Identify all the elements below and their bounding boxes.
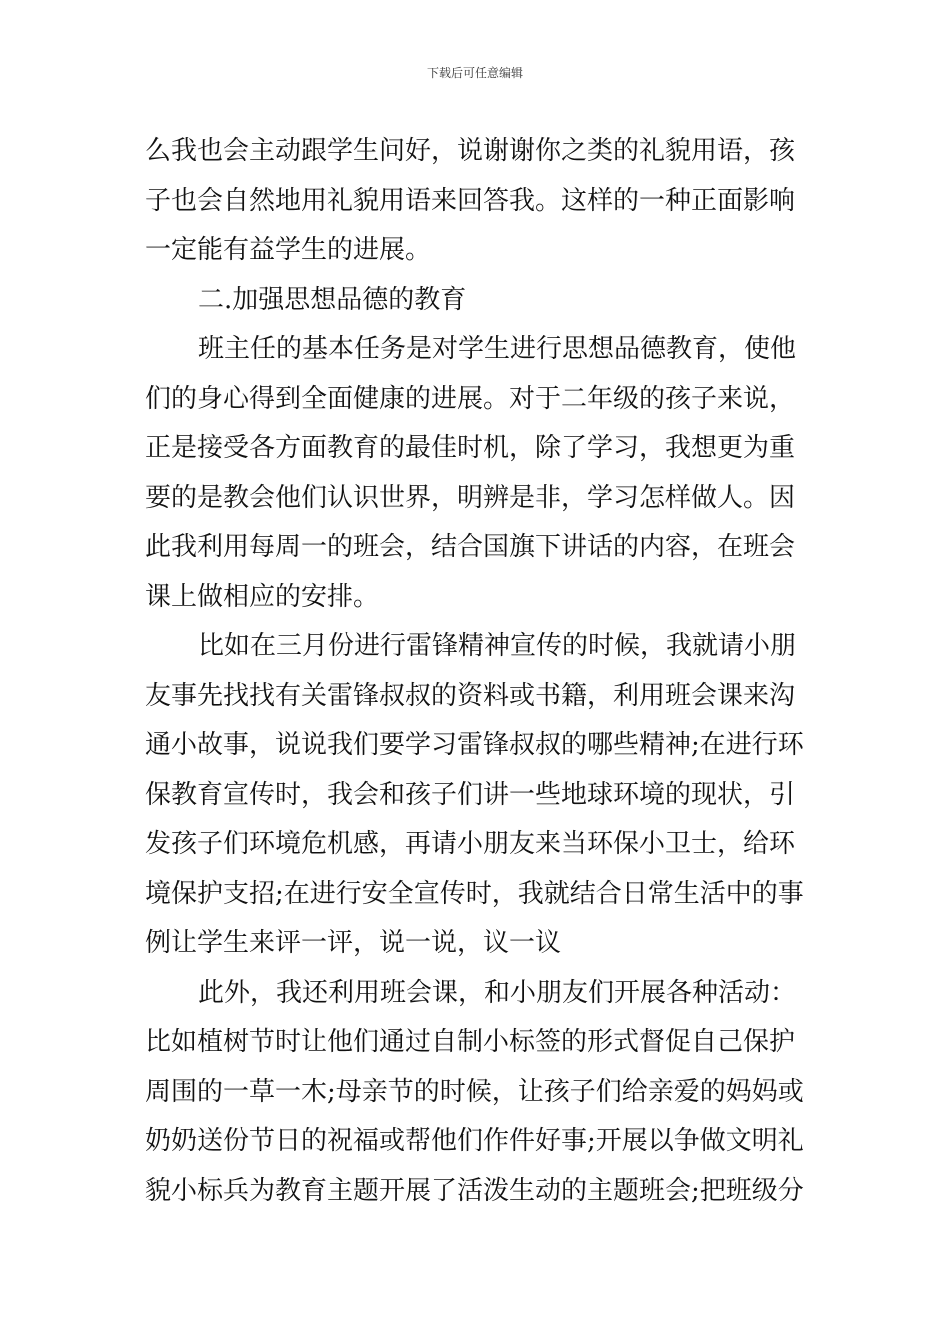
text-line: 此我利用每周一的班会，结合国旗下讲话的内容，在班会 <box>145 532 796 562</box>
text-line: 通小故事，说说我们要学习雷锋叔叔的哪些精神;在进行环 <box>145 730 804 760</box>
text-line: 奶奶送份节日的祝福或帮他们作件好事;开展以争做文明礼 <box>145 1126 804 1156</box>
text-line: 子也会自然地用礼貌用语来回答我。这样的一种正面影响 <box>145 185 796 216</box>
paragraph-start-line: 班主任的基本任务是对学生进行思想品德教育，使他 <box>198 334 797 364</box>
text-line: 正是接受各方面教育的最佳时机，除了学习，我想更为重 <box>145 433 796 463</box>
text-line: 友事先找找有关雷锋叔叔的资料或书籍，利用班会课来沟 <box>145 680 796 711</box>
text-line: 么我也会主动跟学生问好，说谢谢你之类的礼貌用语，孩 <box>145 136 796 166</box>
page-header: 下载后可任意编辑 <box>426 66 523 80</box>
text-line: 境保护支招;在进行安全宣传时，我就结合日常生活中的事 <box>145 878 804 909</box>
text-line: 比如植树节时让他们通过自制小标签的形式督促自己保护 <box>145 1027 796 1057</box>
paragraph-start-line: 比如在三月份进行雷锋精神宣传的时候，我就请小朋 <box>198 631 797 661</box>
document-body <box>145 127 810 1216</box>
paragraph-start-line: 此外，我还利用班会课，和小朋友们开展各种活动： <box>198 977 797 1008</box>
section-heading: 二.加强思想品德的教育 <box>198 284 467 315</box>
text-line: 们的身心得到全面健康的进展。对于二年级的孩子来说， <box>145 383 796 414</box>
text-line: 一定能有益学生的进展。 <box>145 235 432 265</box>
text-line: 例让学生来评一评，说一说，议一议 <box>145 928 562 958</box>
text-line: 要的是教会他们认识世界，明辨是非，学习怎样做人。因 <box>145 482 796 513</box>
text-line: 保教育宣传时，我会和孩子们讲一些地球环境的现状，引 <box>145 779 796 810</box>
text-line: 课上做相应的安排。 <box>145 581 380 612</box>
text-line: 发孩子们环境危机感，再请小朋友来当环保小卫士，给环 <box>145 829 796 859</box>
text-line: 周围的一草一木;母亲节的时候，让孩子们给亲爱的妈妈或 <box>145 1076 804 1107</box>
text-line: 貌小标兵为教育主题开展了活泼生动的主题班会;把班级分 <box>145 1175 804 1206</box>
